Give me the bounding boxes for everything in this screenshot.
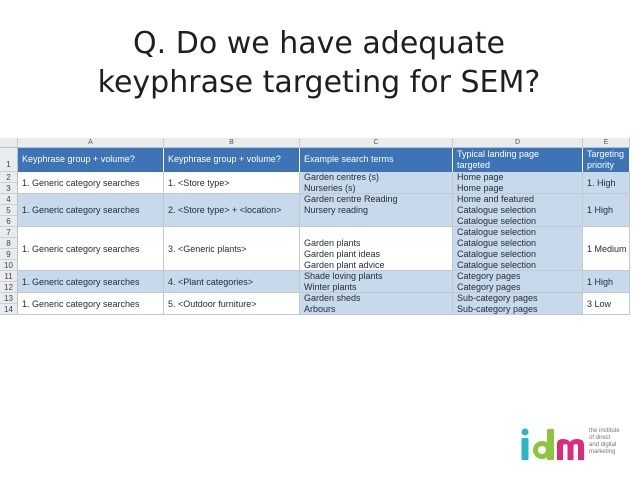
logo-tagline-line: the institute (589, 428, 620, 434)
landing-page: Catalogue selection (457, 238, 537, 248)
header-text: Typical landing page (457, 149, 540, 159)
landing-page: Catalogue selection (457, 249, 537, 259)
logo-i-stem (522, 438, 529, 460)
table-cell[interactable] (453, 194, 583, 227)
search-term: Nurseries (s) (304, 183, 356, 193)
table-cell[interactable]: 1 High (583, 194, 630, 227)
logo-m (557, 439, 584, 460)
header-text: targeted (457, 160, 491, 170)
table-cell[interactable]: 1. High (583, 172, 630, 194)
landing-page: Home and featured (457, 194, 535, 204)
row-number[interactable]: 4 (0, 194, 18, 205)
landing-page: Sub-category pages (457, 293, 538, 303)
landing-page: Home page (457, 172, 504, 182)
table-cell[interactable]: 1 High (583, 271, 630, 293)
table-cell[interactable] (453, 293, 583, 315)
landing-page: Category pages (457, 282, 521, 292)
search-term: Garden plant ideas (304, 249, 381, 259)
table-cell[interactable] (453, 271, 583, 293)
header-cell[interactable]: Keyphrase group + volume? (18, 148, 164, 172)
row-number[interactable]: 1 (0, 148, 18, 172)
table-cell[interactable] (300, 271, 453, 293)
row-number[interactable]: 5 (0, 205, 18, 216)
table-cell[interactable] (300, 227, 453, 271)
title-line-1: Q. Do we have adequate (133, 26, 505, 61)
search-term: Garden centres (s) (304, 172, 380, 182)
logo-tagline-line: and digital (589, 442, 617, 448)
landing-page: Category pages (457, 271, 521, 281)
header-text: priority (587, 160, 615, 170)
table-cell[interactable] (453, 172, 583, 194)
logo-i-dot (522, 429, 529, 436)
spreadsheet (0, 138, 638, 342)
search-term: Garden plants (304, 238, 361, 248)
landing-page: Catalogue selection (457, 216, 537, 226)
header-cell[interactable]: Keyphrase group + volume? (164, 148, 300, 172)
search-term: Garden centre Reading (304, 194, 398, 204)
search-term: Nursery reading (304, 205, 369, 215)
row-number[interactable]: 7 (0, 227, 18, 238)
landing-page: Catalogue selection (457, 227, 537, 237)
title-line-2: keyphrase targeting for SEM? (97, 65, 541, 100)
row-number[interactable]: 11 (0, 271, 18, 282)
row-number[interactable]: 12 (0, 282, 18, 293)
table-cell[interactable] (300, 194, 453, 227)
logo-d-counter (538, 446, 546, 454)
landing-page: Catalogue selection (457, 260, 537, 270)
table-cell[interactable]: 1 Medium (583, 227, 630, 271)
table-cell[interactable]: 3. <Generic plants> (164, 227, 300, 271)
landing-page: Sub-category pages (457, 304, 538, 314)
row-number[interactable]: 9 (0, 249, 18, 260)
table-cell[interactable]: 1. Generic category searches (18, 293, 164, 315)
logo-tagline-line: of direct (589, 435, 611, 441)
landing-page: Catalogue selection (457, 205, 537, 215)
sheet-corner[interactable] (0, 138, 18, 148)
table-cell[interactable]: 1. Generic category searches (18, 227, 164, 271)
column-header-b[interactable]: B (164, 138, 300, 148)
slide-title (0, 24, 638, 102)
table-cell[interactable]: 4. <Plant categories> (164, 271, 300, 293)
row-number[interactable]: 14 (0, 304, 18, 315)
search-term: Arbours (304, 304, 336, 314)
column-header-e[interactable]: E (583, 138, 630, 148)
table-cell[interactable] (453, 227, 583, 271)
logo-tagline-line: marketing (589, 449, 616, 455)
row-number[interactable]: 3 (0, 183, 18, 194)
header-text: Targeting (587, 149, 625, 159)
logo-tagline (589, 428, 620, 456)
idm-logo (520, 428, 620, 462)
table-cell[interactable]: 3 Low (583, 293, 630, 315)
idm-logo-mark (520, 428, 588, 462)
table-cell[interactable]: 5. <Outdoor furniture> (164, 293, 300, 315)
table-cell[interactable]: 1. Generic category searches (18, 271, 164, 293)
table-cell[interactable]: 1. Generic category searches (18, 194, 164, 227)
search-term: Winter plants (304, 282, 357, 292)
row-number[interactable]: 6 (0, 216, 18, 227)
search-term: Garden sheds (304, 293, 361, 303)
table-cell[interactable]: 2. <Store type> + <location> (164, 194, 300, 227)
table-cell[interactable]: 1. Generic category searches (18, 172, 164, 194)
header-cell[interactable] (583, 148, 630, 172)
row-number[interactable]: 10 (0, 260, 18, 271)
row-number[interactable]: 8 (0, 238, 18, 249)
search-term: Shade loving plants (304, 271, 383, 281)
table-cell[interactable]: 1. <Store type> (164, 172, 300, 194)
header-cell[interactable]: Example search terms (300, 148, 453, 172)
row-number[interactable]: 13 (0, 293, 18, 304)
table-cell[interactable] (300, 172, 453, 194)
landing-page: Home page (457, 183, 504, 193)
row-number[interactable]: 2 (0, 172, 18, 183)
column-header-c[interactable]: C (300, 138, 453, 148)
logo-d-stem (547, 429, 554, 460)
table-cell[interactable] (300, 293, 453, 315)
search-term: Garden plant advice (304, 260, 385, 270)
column-header-d[interactable]: D (453, 138, 583, 148)
header-cell[interactable] (453, 148, 583, 172)
column-header-a[interactable]: A (18, 138, 164, 148)
